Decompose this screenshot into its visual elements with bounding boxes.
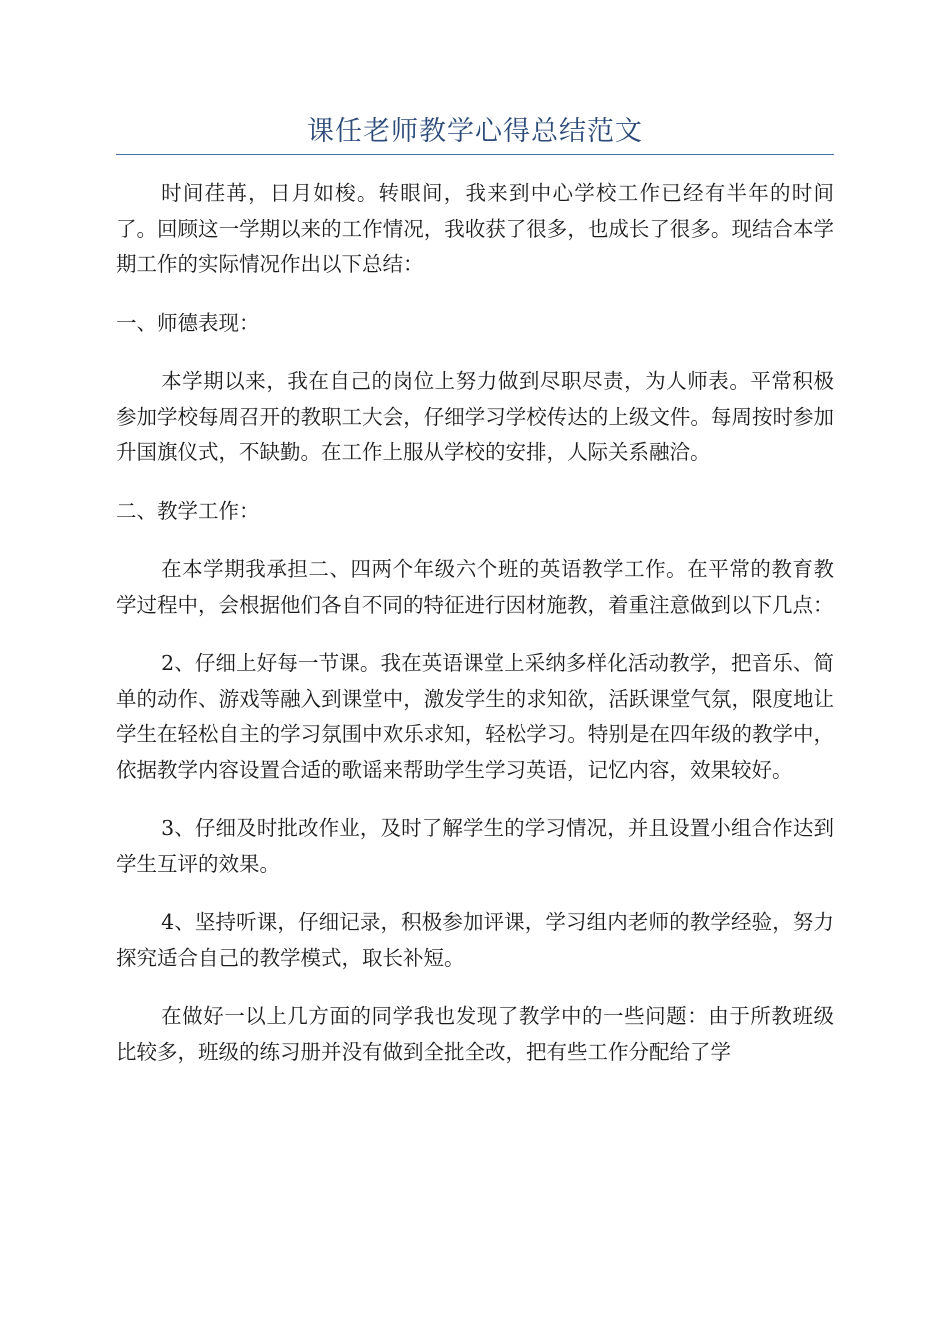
section-heading: 一、师德表现： xyxy=(116,310,260,335)
title-underline xyxy=(116,154,834,155)
paragraph: 2、仔细上好每一节课。我在英语课堂上采纳多样化活动教学，把音乐、简单的动作、游戏等融入到课堂中，激发学生的求知欲，活跃课堂气氛，限度地让学生在轻松自主的学习氛围中欢乐求知，轻松学习。特别是在四年级的教学中，依据教学内容设置合适的歌谣来帮助学生学习英语，记忆内容，效果较好。 xyxy=(116,651,834,782)
paragraph: 4、坚持听课，仔细记录，积极参加评课，学习组内老师的教学经验，努力探究适合自己的教学模式，取长补短。 xyxy=(116,910,834,970)
document-title: 课任老师教学心得总结范文 xyxy=(307,116,643,147)
paragraph: 时间荏苒，日月如梭。转眼间，我来到中心学校工作已经有半年的时间了。回顾这一学期以来的工作情况，我收获了很多，也成长了很多。现结合本学期工作的实际情况作出以下总结： xyxy=(116,181,834,276)
paragraph: 本学期以来，我在自己的岗位上努力做到尽职尽责，为人师表。平常积极参加学校每周召开的教职工大会，仔细学习学校传达的上级文件。每周按时参加升国旗仪式，不缺勤。在工作上服从学校的安排，人际关系融洽。 xyxy=(116,369,834,464)
paragraph: 在做好一以上几方面的同学我也发现了教学中的一些问题：由于所教班级比较多，班级的练习册并没有做到全批全改，把有些工作分配给了学 xyxy=(116,1004,834,1064)
paragraph: 在本学期我承担二、四两个年级六个班的英语教学工作。在平常的教育教学过程中，会根据他们各自不同的特征进行因材施教，着重注意做到以下几点： xyxy=(116,557,834,617)
section-heading: 二、教学工作： xyxy=(116,498,260,523)
document-body xyxy=(116,176,834,1093)
paragraph: 3、仔细及时批改作业，及时了解学生的学习情况，并且设置小组合作达到学生互评的效果。 xyxy=(116,816,834,876)
